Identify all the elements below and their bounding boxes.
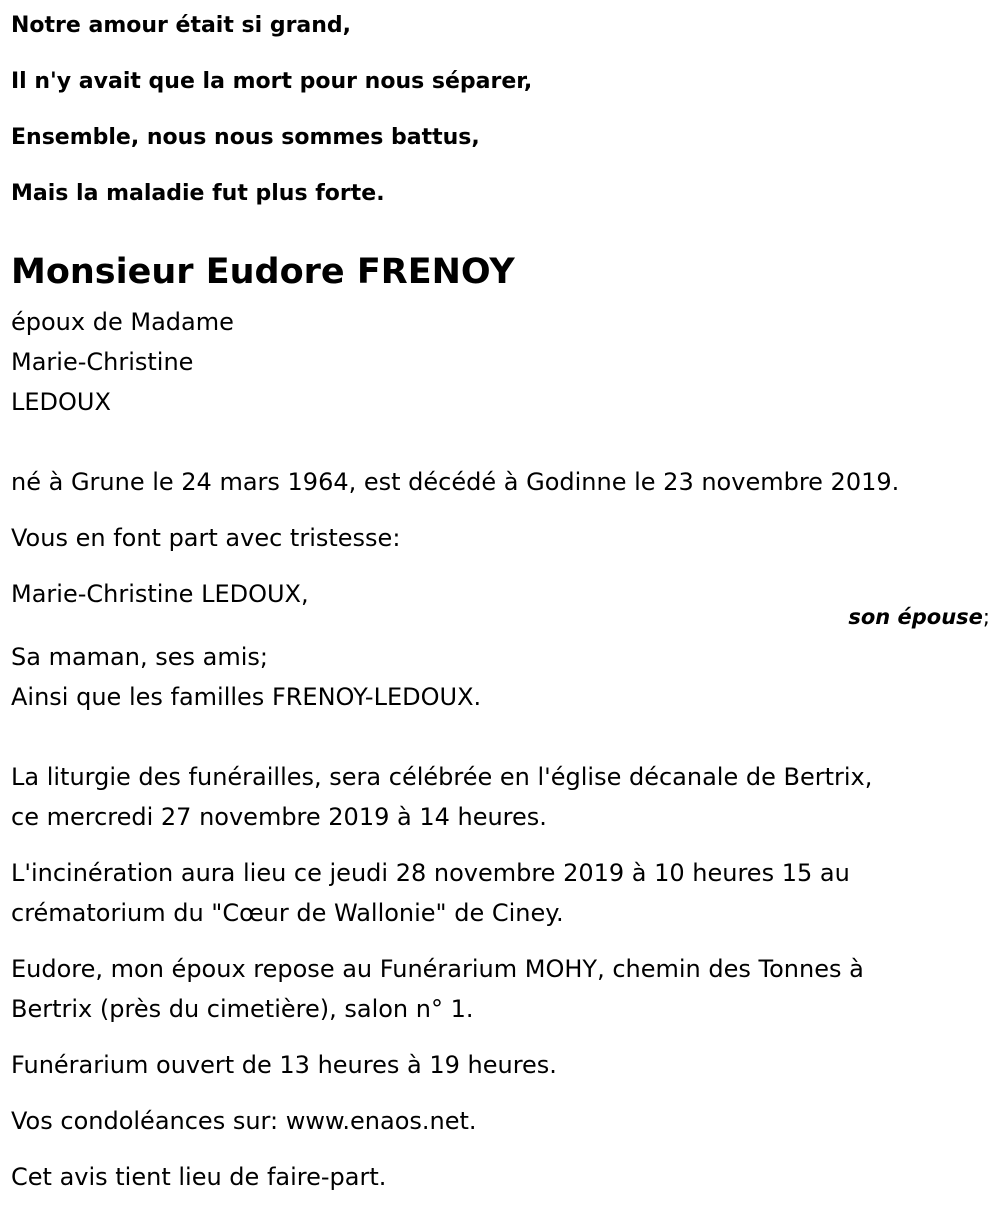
spouse-role	[848, 601, 990, 633]
spouse-of-line: Marie-Christine	[11, 348, 194, 376]
liturgy-info	[11, 757, 872, 837]
poem-line: Notre amour était si grand,	[11, 13, 352, 38]
repose-info	[11, 949, 864, 1029]
deceased-name: Monsieur Eudore FRENOY	[11, 252, 515, 292]
funerarium-hours: Funérarium ouvert de 13 heures à 19 heures.	[11, 1051, 557, 1079]
birth-death-info: né à Grune le 24 mars 1964, est décédé à Godinne le 23 novembre 2019.	[11, 468, 900, 496]
cremation-info	[11, 853, 850, 933]
poem-line: Mais la maladie fut plus forte.	[11, 181, 385, 206]
cremation-line: crématorium du "Cœur de Wallonie" de Ciney.	[11, 899, 564, 927]
announcement: Vous en font part avec tristesse:	[11, 524, 401, 552]
spouse-role-label: son épouse	[848, 605, 983, 629]
family-line: Sa maman, ses amis;	[11, 643, 268, 671]
spouse-of	[11, 302, 234, 422]
poem	[11, 10, 971, 234]
condolences-info: Vos condoléances sur: www.enaos.net.	[11, 1107, 477, 1135]
spouse-of-line: LEDOUX	[11, 388, 111, 416]
spouse-name: Marie-Christine LEDOUX,	[11, 580, 309, 608]
cremation-line: L'incinération aura lieu ce jeudi 28 novembre 2019 à 10 heures 15 au	[11, 859, 850, 887]
liturgy-line: ce mercredi 27 novembre 2019 à 14 heures.	[11, 803, 547, 831]
spouse-of-line: époux de Madame	[11, 308, 234, 336]
poem-line: Il n'y avait que la mort pour nous séparer,	[11, 69, 533, 94]
family-line: Ainsi que les familles FRENOY-LEDOUX.	[11, 683, 482, 711]
spouse-role-punct: ;	[982, 605, 990, 629]
repose-line: Bertrix (près du cimetière), salon n° 1.	[11, 995, 474, 1023]
repose-line: Eudore, mon époux repose au Funérarium MOHY, chemin des Tonnes à	[11, 955, 864, 983]
liturgy-line: La liturgie des funérailles, sera célébrée en l'église décanale de Bertrix,	[11, 763, 873, 791]
notice-text: Cet avis tient lieu de faire-part.	[11, 1163, 387, 1191]
poem-line: Ensemble, nous nous sommes battus,	[11, 125, 480, 150]
other-family	[11, 637, 481, 717]
